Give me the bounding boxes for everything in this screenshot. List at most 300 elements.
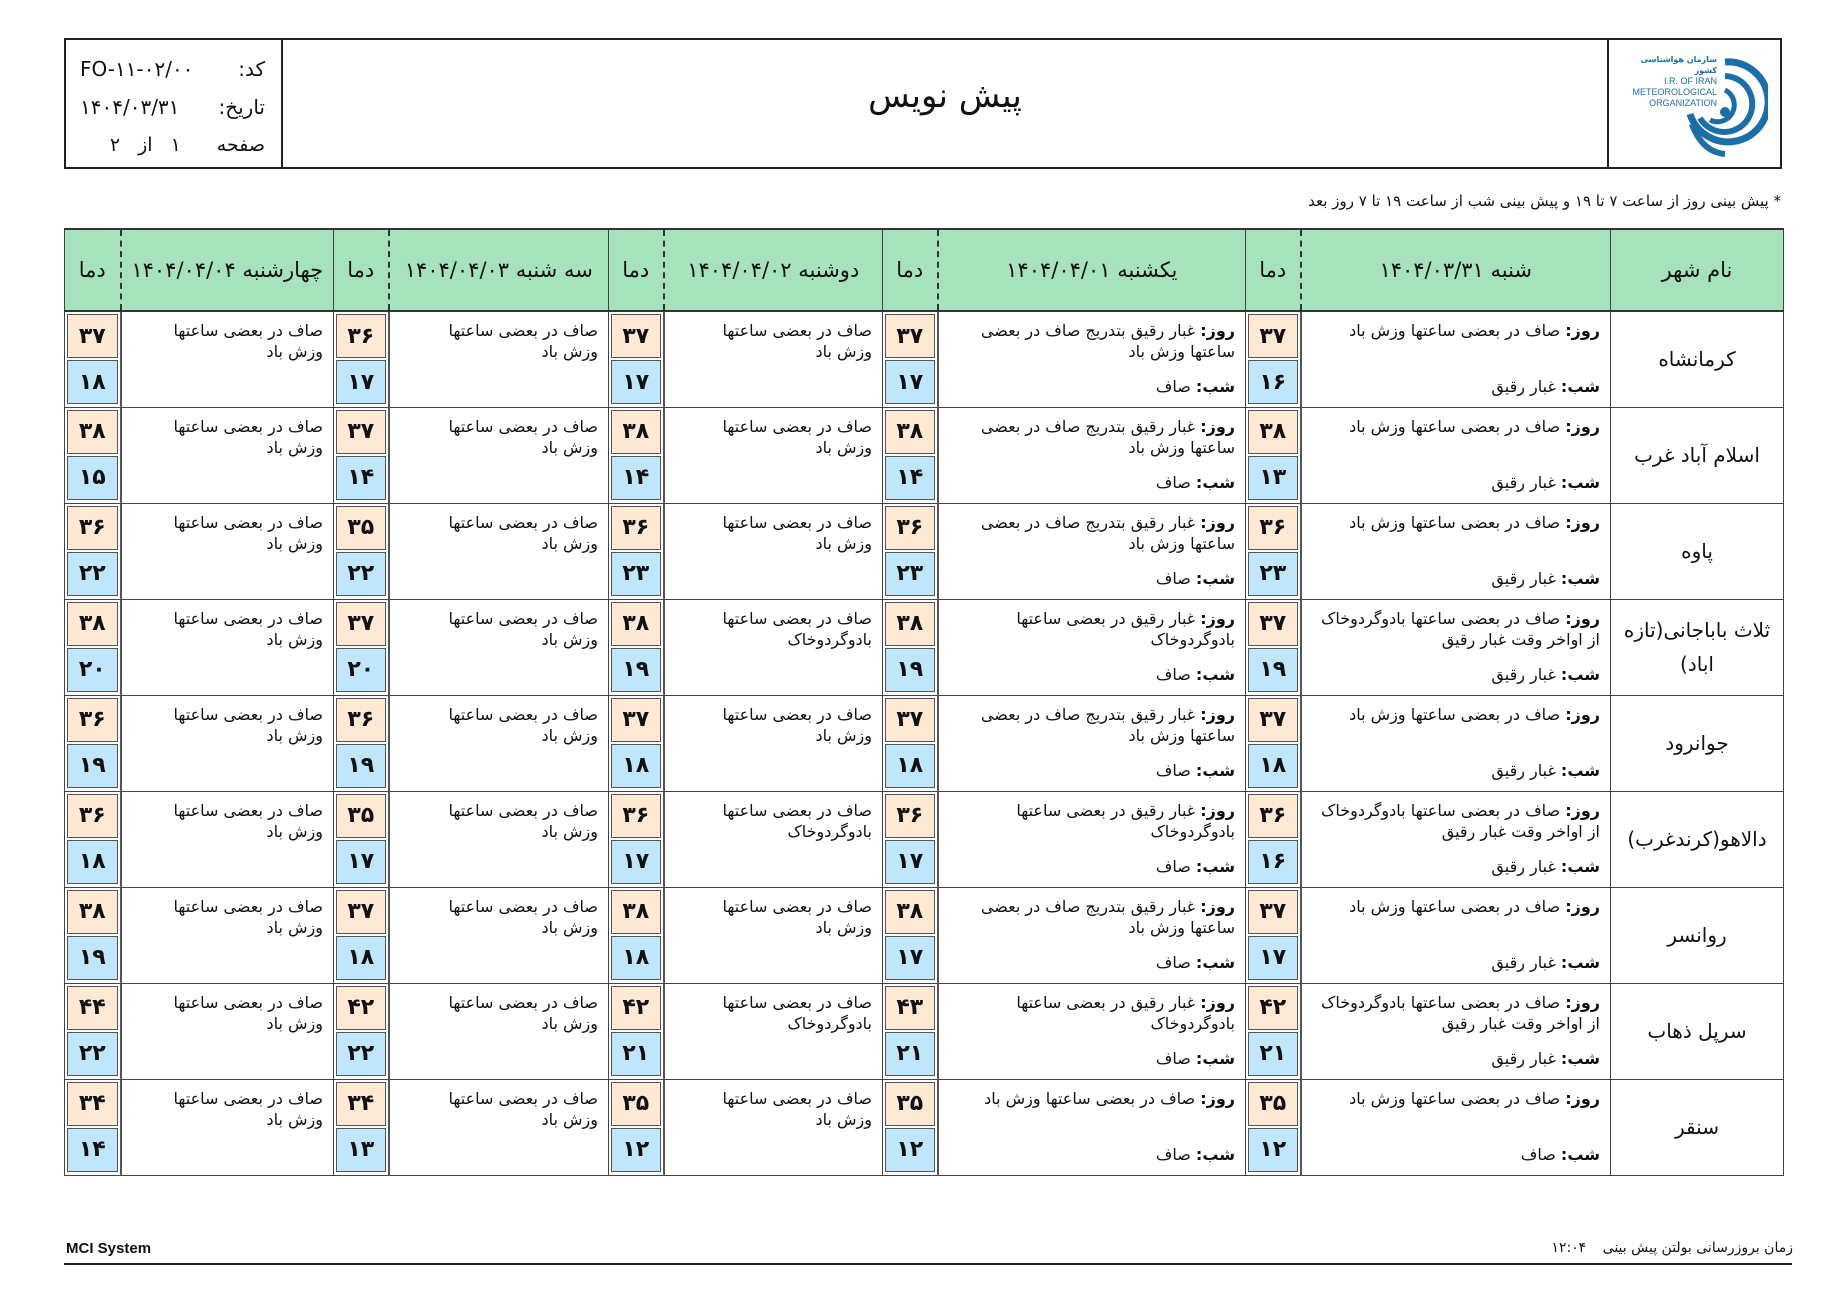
temperature-box (65, 408, 120, 502)
day-forecast-text: غبار رقیق بتدریج صاف در بعضی ساعتها وزش باد (980, 704, 1235, 745)
temperature-box (334, 696, 388, 790)
temperature-box (609, 600, 663, 694)
max-temperature: ۳۶ (1248, 506, 1298, 550)
temperature-cell (883, 791, 938, 887)
min-temperature: ۱۵ (67, 456, 118, 500)
day-forecast (945, 512, 1236, 554)
temperature-box (334, 312, 388, 406)
forecast-text: صاف در بعضی ساعتها وزش باد (173, 800, 323, 841)
forecast-description (938, 887, 1246, 983)
night-label: شب: (1560, 760, 1600, 780)
max-temperature: ۳۸ (885, 410, 935, 454)
temperature-box (883, 408, 937, 502)
max-temperature: ۳۷ (1248, 698, 1298, 742)
night-label: شب: (1560, 472, 1600, 492)
day-forecast (1308, 608, 1601, 650)
city-column-header: نام شهر (1611, 229, 1784, 311)
temperature-cell (609, 407, 664, 503)
city-name: سرپل ذهاب (1611, 983, 1784, 1079)
code-value: FO-۱۱-۰۲/۰۰ (80, 57, 194, 81)
max-temperature: ۴۲ (1248, 986, 1298, 1030)
min-temperature: ۱۹ (885, 648, 935, 692)
max-temperature: ۳۷ (611, 698, 661, 742)
night-label: شب: (1560, 1048, 1600, 1068)
day-forecast-text: صاف در بعضی ساعتها وزش باد (1349, 512, 1561, 532)
temperature-cell (334, 503, 389, 599)
night-forecast (1156, 568, 1235, 589)
day-label: روز: (1565, 608, 1600, 628)
temperature-box (609, 696, 663, 790)
forecast-text: صاف در بعضی ساعتها وزش باد (173, 321, 323, 361)
max-temperature: ۳۸ (67, 602, 118, 646)
forecast-description (664, 791, 883, 887)
temperature-box (334, 504, 388, 598)
day-label: روز: (1565, 800, 1600, 820)
forecast-text: صاف در بعضی ساعتها وزش باد (448, 896, 598, 937)
max-temperature: ۳۶ (885, 506, 935, 550)
day-column-header: یکشنبه ۱۴۰۴/۰۴/۰۱ (938, 229, 1246, 311)
temperature-cell (1246, 887, 1301, 983)
day-forecast-text: صاف در بعضی ساعتها وزش باد (1349, 321, 1561, 340)
night-forecast-text: صاف (1155, 568, 1191, 588)
temperature-box (609, 1080, 663, 1174)
night-forecast (1156, 952, 1235, 973)
temperature-cell (65, 311, 121, 407)
page-label: صفحه (216, 134, 265, 156)
forecast-text: صاف در بعضی ساعتها وزش باد (722, 896, 872, 937)
night-forecast-text: غبار رقیق (1491, 952, 1556, 972)
date-value: ۱۴۰۴/۰۳/۳۱ (80, 95, 180, 119)
max-temperature: ۳۸ (611, 410, 661, 454)
min-temperature: ۲۲ (67, 552, 118, 596)
day-forecast (945, 800, 1236, 842)
day-forecast (945, 992, 1236, 1034)
max-temperature: ۳۶ (67, 794, 118, 838)
night-forecast-text: غبار رقیق (1491, 856, 1556, 876)
temperature-cell (334, 983, 389, 1079)
forecast-description (121, 407, 334, 503)
forecast-note: * پیش بینی روز از ساعت ۷ تا ۱۹ و پیش بینی شب از ساعت ۱۹ تا ۷ روز بعد (1308, 192, 1781, 210)
max-temperature: ۳۵ (611, 1082, 661, 1126)
code-row (80, 50, 265, 88)
max-temperature: ۳۸ (611, 602, 661, 646)
forecast-description (389, 791, 609, 887)
temperature-box (1246, 1080, 1300, 1174)
forecast-description (389, 599, 609, 695)
temperature-cell (609, 983, 664, 1079)
max-temperature: ۴۲ (336, 986, 386, 1030)
table-row (65, 503, 1784, 599)
temperature-box (883, 984, 937, 1078)
forecast-text: صاف در بعضی ساعتها بادوگردوخاک (722, 608, 872, 649)
city-name: جوانرود (1611, 695, 1784, 791)
page-number: ۱ (170, 134, 181, 156)
day-label: روز: (1200, 512, 1235, 532)
temperature-cell (65, 983, 121, 1079)
night-forecast-text: صاف (1155, 664, 1191, 684)
temperature-cell (609, 599, 664, 695)
min-temperature: ۲۳ (611, 552, 661, 596)
date-row (80, 88, 265, 126)
forecast-description (664, 599, 883, 695)
temperature-box (334, 792, 388, 886)
document-meta (66, 40, 283, 167)
forecast-description (664, 311, 883, 407)
min-temperature: ۱۹ (611, 648, 661, 692)
temperature-box (609, 504, 663, 598)
night-label: شب: (1560, 1144, 1600, 1164)
temperature-box (609, 984, 663, 1078)
min-temperature: ۱۲ (611, 1128, 661, 1172)
night-label: شب: (1195, 376, 1235, 396)
footer-update-time (1551, 1240, 1793, 1256)
city-name: اسلام آباد غرب (1611, 407, 1784, 503)
min-temperature: ۱۷ (611, 840, 661, 884)
min-temperature: ۲۲ (336, 1032, 386, 1076)
table-row (65, 311, 1784, 407)
day-forecast (1308, 992, 1601, 1034)
temperature-cell (334, 695, 389, 791)
forecast-description (121, 983, 334, 1079)
forecast-text: صاف در بعضی ساعتها وزش باد (448, 321, 598, 361)
forecast-text: صاف در بعضی ساعتها وزش باد (173, 704, 323, 745)
temperature-cell (883, 311, 938, 407)
temperature-cell (609, 695, 664, 791)
temperature-box (334, 1080, 388, 1174)
max-temperature: ۳۷ (1248, 314, 1298, 358)
temperature-cell (65, 791, 121, 887)
temperature-box (1246, 600, 1300, 694)
night-forecast-text: غبار رقیق (1491, 1048, 1556, 1068)
night-label: شب: (1195, 952, 1235, 972)
temperature-cell (65, 503, 121, 599)
max-temperature: ۳۵ (336, 794, 386, 838)
page-total: ۲ (109, 134, 121, 156)
day-forecast (945, 704, 1236, 746)
temperature-box (65, 696, 120, 790)
day-label: روز: (1565, 321, 1600, 340)
night-forecast (1156, 1144, 1235, 1165)
day-forecast-text: صاف در بعضی ساعتها بادوگردوخاک از اواخر وقت غبار رقیق (1321, 992, 1600, 1033)
max-temperature: ۳۶ (67, 506, 118, 550)
day-forecast (1308, 800, 1601, 842)
min-temperature: ۱۷ (885, 360, 935, 404)
day-forecast-text: غبار رقیق در بعضی ساعتها بادوگردوخاک (1016, 800, 1235, 841)
max-temperature: ۳۷ (611, 314, 661, 358)
min-temperature: ۱۳ (336, 1128, 386, 1172)
forecast-description (389, 887, 609, 983)
forecast-description (664, 1079, 883, 1175)
min-temperature: ۱۸ (67, 360, 118, 404)
night-forecast-text: صاف (1155, 952, 1191, 972)
forecast-description (938, 695, 1246, 791)
min-temperature: ۱۶ (1248, 360, 1298, 404)
night-label: شب: (1195, 664, 1235, 684)
min-temperature: ۱۴ (336, 456, 386, 500)
forecast-description (389, 695, 609, 791)
temperature-box (883, 1080, 937, 1174)
temperature-box (1246, 792, 1300, 886)
temperature-box (1246, 312, 1300, 406)
temperature-cell (609, 311, 664, 407)
temperature-cell (883, 695, 938, 791)
footer-update-value: ۱۲:۰۴ (1551, 1240, 1587, 1256)
forecast-description (938, 311, 1246, 407)
day-forecast (1308, 416, 1601, 437)
max-temperature: ۳۷ (336, 602, 386, 646)
night-forecast (1491, 952, 1600, 973)
temperature-cell (883, 503, 938, 599)
forecast-description (1301, 887, 1611, 983)
forecast-description (1301, 695, 1611, 791)
date-label: تاریخ: (218, 95, 265, 119)
temperature-cell (334, 407, 389, 503)
max-temperature: ۳۴ (67, 1082, 118, 1126)
table-row (65, 599, 1784, 695)
min-temperature: ۱۹ (1248, 648, 1298, 692)
min-temperature: ۲۰ (67, 648, 118, 692)
document-header (64, 38, 1782, 169)
table-row (65, 407, 1784, 503)
temperature-box (1246, 696, 1300, 790)
city-name: روانسر (1611, 887, 1784, 983)
max-temperature: ۳۶ (67, 698, 118, 742)
temperature-box (609, 312, 663, 406)
forecast-description (121, 791, 334, 887)
min-temperature: ۱۷ (611, 360, 661, 404)
footer-update-label: زمان بروزرسانی بولتن پیش بینی (1602, 1240, 1793, 1256)
forecast-text: صاف در بعضی ساعتها بادوگردوخاک (722, 800, 872, 841)
max-temperature: ۳۸ (885, 602, 935, 646)
table-row (65, 791, 1784, 887)
night-label: شب: (1195, 1144, 1235, 1164)
forecast-text: صاف در بعضی ساعتها وزش باد (448, 512, 598, 553)
temperature-cell (609, 1079, 664, 1175)
forecast-description (1301, 983, 1611, 1079)
max-temperature: ۳۶ (336, 698, 386, 742)
min-temperature: ۱۲ (885, 1128, 935, 1172)
night-forecast-text: غبار رقیق (1491, 568, 1556, 588)
min-temperature: ۲۱ (1248, 1032, 1298, 1076)
night-forecast (1156, 760, 1235, 781)
forecast-description (1301, 407, 1611, 503)
forecast-text: صاف در بعضی ساعتها وزش باد (448, 608, 598, 649)
day-column-header: دوشنبه ۱۴۰۴/۰۴/۰۲ (664, 229, 883, 311)
day-forecast (945, 320, 1236, 362)
forecast-text: صاف در بعضی ساعتها وزش باد (722, 416, 872, 457)
temperature-cell (65, 695, 121, 791)
forecast-description (664, 407, 883, 503)
temperature-cell (334, 311, 389, 407)
temperature-cell (65, 887, 121, 983)
min-temperature: ۲۲ (336, 552, 386, 596)
night-label: شب: (1560, 568, 1600, 588)
max-temperature: ۳۶ (1248, 794, 1298, 838)
forecast-text: صاف در بعضی ساعتها وزش باد (448, 1088, 598, 1129)
forecast-text: صاف در بعضی ساعتها وزش باد (722, 321, 872, 361)
min-temperature: ۱۲ (1248, 1128, 1298, 1172)
city-name: دالاهو(کرندغرب) (1611, 791, 1784, 887)
night-forecast-text: صاف (1155, 376, 1191, 396)
night-forecast-text: صاف (1155, 760, 1191, 780)
day-forecast-text: غبار رقیق بتدریج صاف در بعضی ساعتها وزش باد (980, 512, 1235, 553)
forecast-description (938, 1079, 1246, 1175)
day-forecast-text: صاف در بعضی ساعتها وزش باد (1349, 704, 1561, 724)
temperature-cell (1246, 311, 1301, 407)
forecast-text: صاف در بعضی ساعتها وزش باد (448, 416, 598, 457)
temperature-cell (1246, 983, 1301, 1079)
temperature-cell (609, 791, 664, 887)
temperature-box (1246, 984, 1300, 1078)
max-temperature: ۳۵ (885, 1082, 935, 1126)
temperature-box (1246, 888, 1300, 982)
day-forecast-text: غبار رقیق در بعضی ساعتها بادوگردوخاک (1016, 608, 1235, 649)
forecast-description (389, 503, 609, 599)
forecast-text: صاف در بعضی ساعتها وزش باد (722, 1088, 872, 1129)
forecast-text: صاف در بعضی ساعتها وزش باد (173, 416, 323, 457)
min-temperature: ۱۳ (1248, 456, 1298, 500)
max-temperature: ۳۷ (1248, 602, 1298, 646)
min-temperature: ۲۳ (1248, 552, 1298, 596)
temperature-box (883, 888, 937, 982)
temperature-box (883, 504, 937, 598)
forecast-text: صاف در بعضی ساعتها وزش باد (173, 608, 323, 649)
night-label: شب: (1195, 568, 1235, 588)
day-forecast-text: صاف در بعضی ساعتها بادوگردوخاک از اواخر وقت غبار رقیق (1321, 608, 1600, 649)
night-label: شب: (1560, 376, 1600, 396)
temperature-box (334, 408, 388, 502)
night-forecast-text: غبار رقیق (1491, 472, 1556, 492)
night-forecast (1491, 664, 1600, 685)
day-column-header: چهارشنبه ۱۴۰۴/۰۴/۰۴ (121, 229, 334, 311)
temperature-box (65, 504, 120, 598)
city-name: کرمانشاه (1611, 311, 1784, 407)
forecast-description (389, 311, 609, 407)
day-forecast-text: صاف در بعضی ساعتها بادوگردوخاک از اواخر وقت غبار رقیق (1321, 800, 1600, 841)
logo-line-fa: سازمان هواشناسی کشور (1640, 55, 1717, 75)
min-temperature: ۱۸ (611, 744, 661, 788)
min-temperature: ۱۸ (611, 936, 661, 980)
footer-system-name: MCI System (66, 1240, 152, 1257)
city-name: ثلاث باباجانی(تازه اباد) (1611, 599, 1784, 695)
day-label: روز: (1565, 896, 1600, 916)
temperature-cell (334, 887, 389, 983)
min-temperature: ۱۷ (336, 360, 386, 404)
day-forecast-text: صاف در بعضی ساعتها وزش باد (1349, 896, 1561, 916)
temperature-cell (609, 503, 664, 599)
temperature-box (609, 888, 663, 982)
min-temperature: ۱۸ (885, 744, 935, 788)
forecast-description (664, 983, 883, 1079)
day-column-header: شنبه ۱۴۰۴/۰۳/۳۱ (1301, 229, 1611, 311)
temperature-box (65, 984, 120, 1078)
min-temperature: ۱۴ (885, 456, 935, 500)
forecast-description (1301, 1079, 1611, 1175)
min-temperature: ۲۲ (67, 1032, 118, 1076)
max-temperature: ۳۵ (1248, 1082, 1298, 1126)
min-temperature: ۲۱ (885, 1032, 935, 1076)
forecast-description (938, 791, 1246, 887)
day-forecast-text: صاف در بعضی ساعتها وزش باد (984, 1088, 1196, 1108)
night-forecast (1156, 664, 1235, 685)
footer-divider (64, 1263, 1792, 1265)
temperature-cell (883, 887, 938, 983)
night-forecast (1491, 568, 1600, 589)
min-temperature: ۱۹ (67, 744, 118, 788)
min-temperature: ۱۷ (336, 840, 386, 884)
table-row (65, 1079, 1784, 1175)
forecast-text: صاف در بعضی ساعتها وزش باد (722, 512, 872, 553)
temp-column-header: دما (1246, 229, 1301, 311)
table-row (65, 695, 1784, 791)
temperature-box (609, 792, 663, 886)
day-label: روز: (1200, 1088, 1235, 1108)
forecast-text: صاف در بعضی ساعتها وزش باد (173, 1088, 323, 1129)
forecast-description (1301, 791, 1611, 887)
min-temperature: ۱۴ (611, 456, 661, 500)
temperature-cell (1246, 791, 1301, 887)
temperature-box (65, 600, 120, 694)
temperature-box (65, 1080, 120, 1174)
temperature-box (883, 696, 937, 790)
day-forecast (1308, 1088, 1601, 1109)
logo-block (1607, 40, 1780, 167)
temperature-cell (883, 599, 938, 695)
logo-line-1: I.R. OF IRAN (1663, 76, 1717, 86)
day-forecast (945, 416, 1236, 458)
max-temperature: ۳۶ (611, 794, 661, 838)
day-forecast (1308, 704, 1601, 725)
forecast-description (121, 311, 334, 407)
table-row (65, 887, 1784, 983)
night-forecast (1491, 376, 1600, 397)
max-temperature: ۳۶ (885, 794, 935, 838)
temperature-cell (1246, 1079, 1301, 1175)
night-label: شب: (1195, 856, 1235, 876)
max-temperature: ۳۶ (611, 506, 661, 550)
min-temperature: ۱۶ (1248, 840, 1298, 884)
day-forecast (945, 1088, 1236, 1109)
temperature-cell (883, 983, 938, 1079)
city-name: سنقر (1611, 1079, 1784, 1175)
temperature-cell (65, 599, 121, 695)
forecast-description (1301, 311, 1611, 407)
temperature-cell (334, 791, 389, 887)
min-temperature: ۲۱ (611, 1032, 661, 1076)
forecast-text: صاف در بعضی ساعتها وزش باد (448, 704, 598, 745)
night-forecast (1491, 472, 1600, 493)
night-forecast-text: صاف (1155, 1048, 1191, 1068)
temperature-box (334, 600, 388, 694)
forecast-description (121, 1079, 334, 1175)
forecast-text: صاف در بعضی ساعتها وزش باد (173, 992, 323, 1033)
day-label: روز: (1565, 1088, 1600, 1108)
night-forecast (1156, 856, 1235, 877)
min-temperature: ۱۴ (67, 1128, 118, 1172)
day-label: روز: (1565, 704, 1600, 724)
max-temperature: ۳۷ (1248, 890, 1298, 934)
day-label: روز: (1200, 608, 1235, 628)
table-header-row (65, 229, 1784, 311)
max-temperature: ۳۷ (336, 890, 386, 934)
temperature-box (883, 312, 937, 406)
forecast-description (121, 503, 334, 599)
night-forecast (1491, 856, 1600, 877)
max-temperature: ۳۸ (885, 890, 935, 934)
max-temperature: ۳۸ (1248, 410, 1298, 454)
logo-line-3: ORGANIZATION (1649, 98, 1717, 108)
city-name: پاوه (1611, 503, 1784, 599)
